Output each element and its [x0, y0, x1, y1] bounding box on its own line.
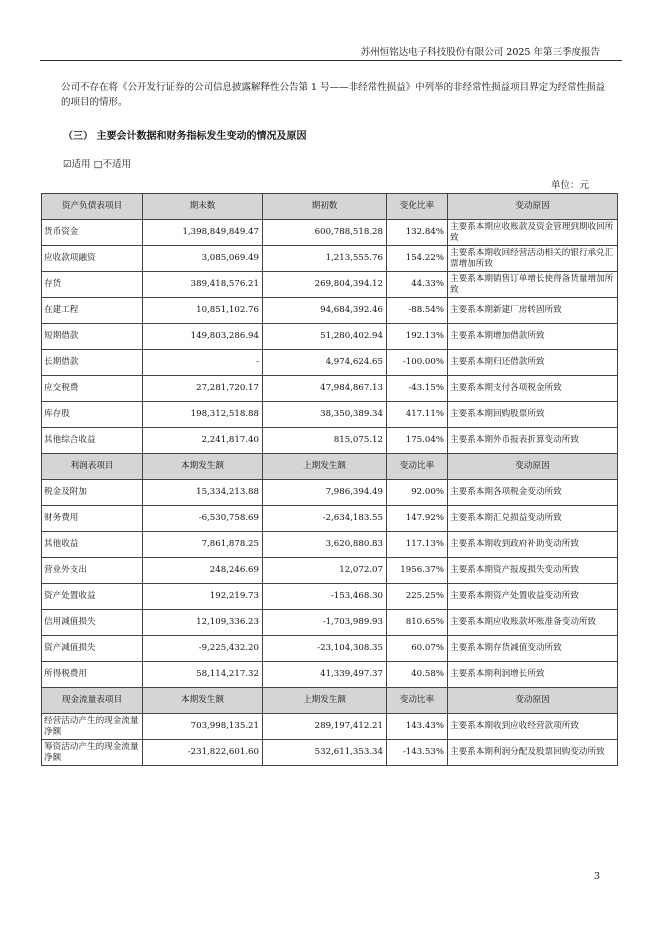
cashflow-header-item: 现金流量表项目 [42, 688, 143, 714]
table-row [42, 636, 618, 662]
cashflow-cell-item: 筹资活动产生的现金流量净额 [42, 740, 143, 766]
balance-cell-item: 应收款项融资 [42, 246, 143, 272]
income-cell-reason: 主要系本期应收账款坏账准备变动所致 [448, 610, 618, 636]
table-row [42, 324, 618, 350]
balance-header-ratio: 变化比率 [387, 194, 448, 220]
cashflow-cell-current: -231,822,601.60 [143, 740, 263, 766]
income-cell-current: -6,530,758.69 [143, 506, 263, 532]
balance-cell-current: 198,312,518.88 [143, 402, 263, 428]
income-cell-item: 税金及附加 [42, 480, 143, 506]
income-cell-reason: 主要系本期汇兑损益变动所致 [448, 506, 618, 532]
income-cell-item: 营业外支出 [42, 558, 143, 584]
cashflow-header-previous: 上期发生额 [263, 688, 387, 714]
balance-cell-previous: 600,788,518.28 [263, 220, 387, 246]
balance-cell-ratio: 192.13% [387, 324, 448, 350]
cashflow-header-row [42, 688, 618, 714]
income-cell-previous: 3,620,880.83 [263, 532, 387, 558]
income-cell-ratio: 147.92% [387, 506, 448, 532]
balance-cell-previous: 94,684,392.46 [263, 298, 387, 324]
balance-header-reason: 变动原因 [448, 194, 618, 220]
income-header-row [42, 454, 618, 480]
income-cell-reason: 主要系本期存货减值变动所致 [448, 636, 618, 662]
page-number: 3 [593, 871, 600, 882]
table-row [42, 584, 618, 610]
balance-header-item: 资产负债表项目 [42, 194, 143, 220]
table-row [42, 662, 618, 688]
balance-header-previous: 期初数 [263, 194, 387, 220]
income-cell-reason: 主要系本期各项税金变动所致 [448, 480, 618, 506]
balance-cell-previous: 38,350,389.34 [263, 402, 387, 428]
balance-cell-reason: 主要系本期应收账款及资金管理到期收回所致 [448, 220, 618, 246]
balance-cell-reason: 主要系本期外币报表折算变动所致 [448, 428, 618, 454]
income-cell-current: 58,114,217.32 [143, 662, 263, 688]
income-cell-item: 资产处置收益 [42, 584, 143, 610]
table-row [42, 428, 618, 454]
income-cell-current: 248,246.69 [143, 558, 263, 584]
intro-paragraph: 公司不存在将《公开发行证券的公司信息披露解释性公告第 1 号——非经常性损益》中列举的非经常性损益项目界定为经常性损益的项目的情形。 [61, 82, 606, 108]
income-cell-previous: -153,468.30 [263, 584, 387, 610]
balance-cell-current: 389,418,576.21 [143, 272, 263, 298]
applicability-options [63, 156, 131, 170]
balance-cell-ratio: -43.15% [387, 376, 448, 402]
income-cell-reason: 主要系本期资产处置收益变动所致 [448, 584, 618, 610]
income-cell-previous: 41,339,497.37 [263, 662, 387, 688]
income-cell-ratio: 60.07% [387, 636, 448, 662]
balance-cell-reason: 主要系本期收回经营活动相关的银行承兑汇票增加所致 [448, 246, 618, 272]
balance-cell-previous: 51,280,402.94 [263, 324, 387, 350]
balance-cell-reason: 主要系本期销售订单增长使得备货量增加所致 [448, 272, 618, 298]
cashflow-cell-reason: 主要系本期利润分配及股票回购变动所致 [448, 740, 618, 766]
balance-cell-reason: 主要系本期回购股票所致 [448, 402, 618, 428]
table-row [42, 350, 618, 376]
balance-cell-ratio: 132.84% [387, 220, 448, 246]
balance-cell-ratio: -100.00% [387, 350, 448, 376]
table-row [42, 298, 618, 324]
income-cell-previous: -1,703,989.93 [263, 610, 387, 636]
table-row [42, 532, 618, 558]
balance-cell-previous: 47,984,867.13 [263, 376, 387, 402]
income-header-previous: 上期发生额 [263, 454, 387, 480]
balance-cell-reason: 主要系本期支付各项税金所致 [448, 376, 618, 402]
financial-table-body [42, 194, 618, 766]
income-cell-current: 15,334,213.88 [143, 480, 263, 506]
balance-cell-reason: 主要系本期新建厂房转固所致 [448, 298, 618, 324]
balance-cell-previous: 1,213,555.76 [263, 246, 387, 272]
header-divider [40, 60, 622, 61]
table-row [42, 246, 618, 272]
cashflow-header-reason: 变动原因 [448, 688, 618, 714]
cashflow-cell-previous: 289,197,412.21 [263, 714, 387, 740]
income-cell-ratio: 40.58% [387, 662, 448, 688]
balance-cell-previous: 815,075.12 [263, 428, 387, 454]
income-cell-ratio: 225.25% [387, 584, 448, 610]
income-cell-reason: 主要系本期收到政府补助变动所致 [448, 532, 618, 558]
income-cell-reason: 主要系本期利润增长所致 [448, 662, 618, 688]
table-row [42, 740, 618, 766]
cashflow-header-current: 本期发生额 [143, 688, 263, 714]
table-row [42, 402, 618, 428]
balance-cell-ratio: 154.22% [387, 246, 448, 272]
balance-cell-reason: 主要系本期增加借款所致 [448, 324, 618, 350]
not-applicable-checkbox: □不适用 [93, 159, 132, 170]
table-row [42, 376, 618, 402]
income-cell-item: 资产减值损失 [42, 636, 143, 662]
table-row [42, 272, 618, 298]
balance-header-current: 期末数 [143, 194, 263, 220]
income-header-item: 利润表项目 [42, 454, 143, 480]
income-cell-ratio: 810.65% [387, 610, 448, 636]
balance-cell-item: 应交税费 [42, 376, 143, 402]
cashflow-cell-item: 经营活动产生的现金流量净额 [42, 714, 143, 740]
table-row [42, 506, 618, 532]
income-cell-current: 7,861,878.25 [143, 532, 263, 558]
applicable-checkbox: ☑适用 [63, 159, 91, 170]
balance-cell-item: 在建工程 [42, 298, 143, 324]
income-cell-current: -9,225,432.20 [143, 636, 263, 662]
balance-cell-reason: 主要系本期归还借款所致 [448, 350, 618, 376]
report-header: 苏州恒铭达电子科技股份有限公司 2025 年第三季度报告 [360, 47, 600, 58]
income-cell-current: 12,109,336.23 [143, 610, 263, 636]
income-header-reason: 变动原因 [448, 454, 618, 480]
balance-cell-current: 149,803,286.94 [143, 324, 263, 350]
table-row [42, 558, 618, 584]
cashflow-header-ratio: 变动比率 [387, 688, 448, 714]
balance-cell-current: 3,085,069.49 [143, 246, 263, 272]
balance-cell-ratio: 44.33% [387, 272, 448, 298]
income-cell-item: 信用减值损失 [42, 610, 143, 636]
unit-label: 单位：元 [550, 180, 589, 191]
income-cell-current: 192,219.73 [143, 584, 263, 610]
table-row [42, 220, 618, 246]
income-cell-previous: -2,634,183.55 [263, 506, 387, 532]
income-header-current: 本期发生额 [143, 454, 263, 480]
balance-cell-ratio: -88.54% [387, 298, 448, 324]
income-cell-reason: 主要系本期资产报废损失变动所致 [448, 558, 618, 584]
balance-cell-item: 库存股 [42, 402, 143, 428]
cashflow-cell-reason: 主要系本期收到应收经营款项所致 [448, 714, 618, 740]
table-row [42, 714, 618, 740]
cashflow-cell-ratio: -143.53% [387, 740, 448, 766]
cashflow-cell-current: 703,998,135.21 [143, 714, 263, 740]
balance-cell-current: 10,851,102.76 [143, 298, 263, 324]
income-cell-ratio: 117.13% [387, 532, 448, 558]
income-cell-previous: -23,104,308.35 [263, 636, 387, 662]
balance-cell-item: 存货 [42, 272, 143, 298]
income-cell-previous: 12,072.07 [263, 558, 387, 584]
income-cell-previous: 7,986,394.49 [263, 480, 387, 506]
income-cell-item: 所得税费用 [42, 662, 143, 688]
section-title: （三） 主要会计数据和财务指标发生变动的情况及原因 [63, 131, 307, 142]
table-row [42, 480, 618, 506]
balance-cell-item: 其他综合收益 [42, 428, 143, 454]
cashflow-cell-ratio: 143.43% [387, 714, 448, 740]
income-cell-item: 其他收益 [42, 532, 143, 558]
balance-cell-current: 27,281,720.17 [143, 376, 263, 402]
balance-cell-ratio: 175.04% [387, 428, 448, 454]
balance-cell-current: 1,398,849,849.47 [143, 220, 263, 246]
balance-cell-item: 货币资金 [42, 220, 143, 246]
table-row [42, 610, 618, 636]
balance-cell-current: 2,241,817.40 [143, 428, 263, 454]
income-cell-ratio: 92.00% [387, 480, 448, 506]
balance-cell-ratio: 417.11% [387, 402, 448, 428]
income-cell-item: 财务费用 [42, 506, 143, 532]
balance-cell-item: 长期借款 [42, 350, 143, 376]
balance-cell-current: - [143, 350, 263, 376]
balance-cell-item: 短期借款 [42, 324, 143, 350]
balance-cell-previous: 4,974,624.65 [263, 350, 387, 376]
balance-cell-previous: 269,804,394.12 [263, 272, 387, 298]
balance-header-row [42, 194, 618, 220]
financial-changes-table [41, 193, 618, 766]
income-cell-ratio: 1956.37% [387, 558, 448, 584]
income-header-ratio: 变动比率 [387, 454, 448, 480]
cashflow-cell-previous: 532,611,353.34 [263, 740, 387, 766]
